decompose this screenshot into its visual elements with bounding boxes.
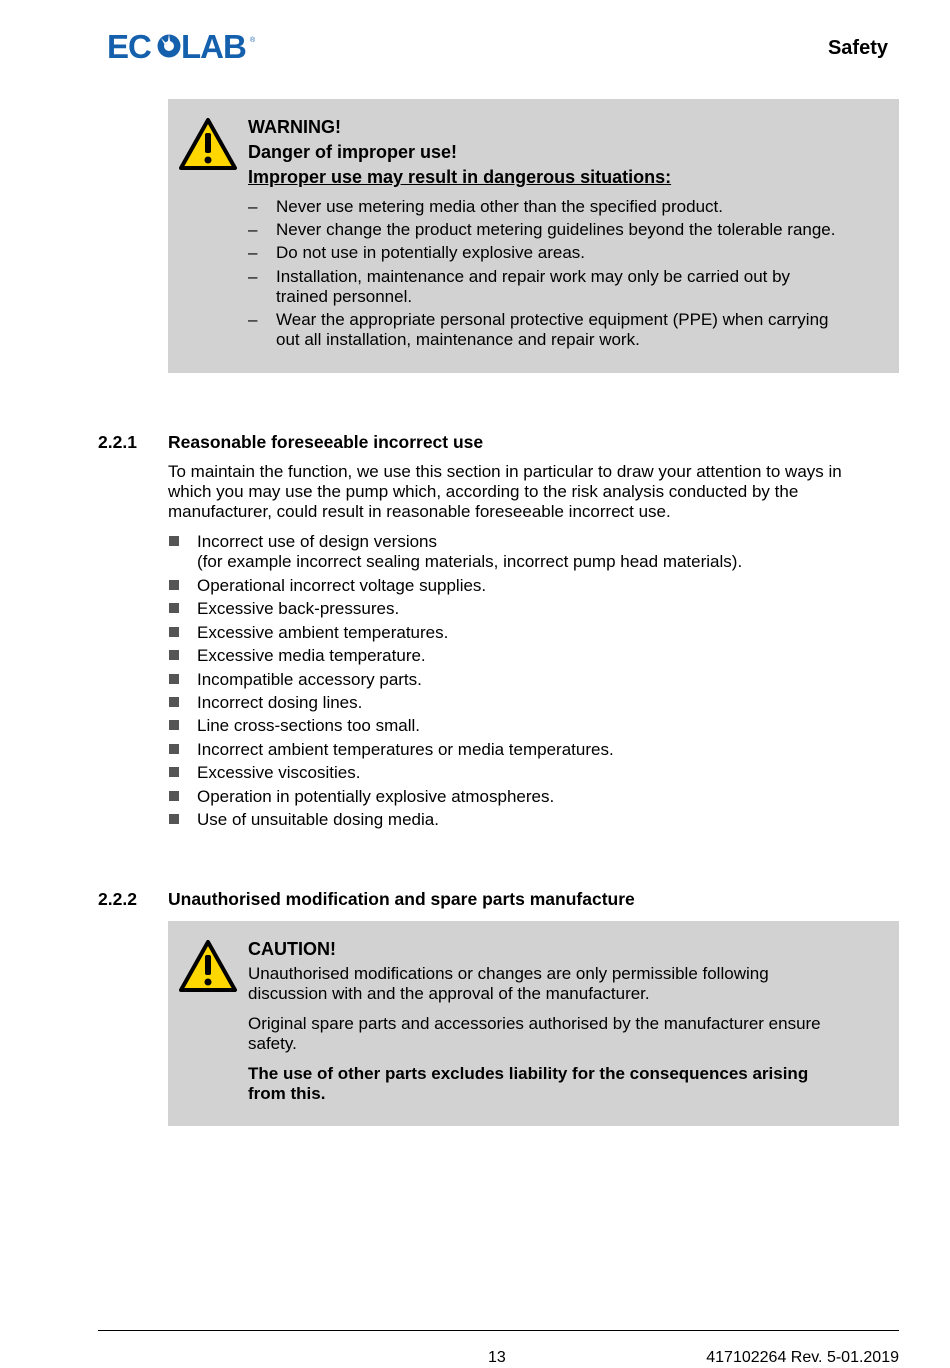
intro-line: To maintain the function, we use this section in particular to draw your attention to ways in <box>168 462 842 481</box>
list-item <box>168 646 742 669</box>
warning-item <box>248 197 881 220</box>
list-item-text: Excessive media temperature. <box>197 646 426 666</box>
list-item-text: Incompatible accessory parts. <box>197 669 422 689</box>
warning-item-text: Never use metering media other than the specified product. <box>276 197 723 216</box>
incorrect-use-list <box>168 532 742 833</box>
bullet-square-icon <box>169 744 179 754</box>
list-item-text: Excessive back-pressures. <box>197 599 400 619</box>
list-item-text: (for example incorrect sealing materials, incorrect pump head materials). <box>197 552 743 571</box>
warning-item <box>248 220 881 243</box>
page-number: 13 <box>488 1349 506 1366</box>
caution-text: from this. <box>248 1084 326 1103</box>
warning-triangle-icon <box>178 117 238 172</box>
caution-paragraph <box>248 964 881 1014</box>
svg-text:®: ® <box>250 37 256 44</box>
warning-item-text: Wear the appropriate personal protective equipment (PPE) when carrying <box>276 310 829 329</box>
dash-marker: – <box>248 220 258 239</box>
list-item <box>168 623 742 646</box>
list-item <box>168 787 742 810</box>
bullet-square-icon <box>169 627 179 637</box>
svg-text:EC: EC <box>107 30 151 62</box>
bullet-square-icon <box>169 603 179 613</box>
section-number: 2.2.1 <box>98 432 137 452</box>
dash-marker: – <box>248 267 258 286</box>
caution-text: Unauthorised modifications or changes are only permissible following <box>248 964 769 983</box>
section-intro <box>168 462 903 522</box>
list-item-text: Incorrect dosing lines. <box>197 692 363 712</box>
list-item <box>168 693 742 716</box>
list-item-text: Excessive viscosities. <box>197 763 361 783</box>
list-item <box>168 670 742 693</box>
list-item-text: Excessive ambient temperatures. <box>197 622 449 642</box>
list-item <box>168 740 742 763</box>
bullet-square-icon <box>169 720 179 730</box>
warning-item-text: Do not use in potentially explosive areas. <box>276 243 586 262</box>
caution-text: Original spare parts and accessories authorised by the manufacturer ensure <box>248 1014 821 1033</box>
bullet-square-icon <box>169 650 179 660</box>
warning-item-text: out all installation, maintenance and repair work. <box>276 330 640 349</box>
caution-text: The use of other parts excludes liability for the consequences arising <box>248 1064 809 1083</box>
list-item-text: Incorrect use of design versions <box>197 532 438 551</box>
warning-title: WARNING! <box>248 117 341 137</box>
dash-marker: – <box>248 310 258 329</box>
warning-subtitle: Danger of improper use! <box>248 142 458 162</box>
warning-item-text: Installation, maintenance and repair work may only be carried out by <box>276 267 791 286</box>
list-item <box>168 763 742 786</box>
dash-marker: – <box>248 243 258 262</box>
bullet-square-icon <box>169 674 179 684</box>
document-reference: 417102264 Rev. 5-01.2019 <box>706 1349 899 1366</box>
warning-item <box>248 243 881 267</box>
intro-line: which you may use the pump which, according to the risk analysis conducted by the <box>168 482 799 501</box>
list-item-text: Incorrect ambient temperatures or media temperatures. <box>197 739 614 759</box>
list-item-text: Use of unsuitable dosing media. <box>197 809 439 829</box>
list-item-text: Line cross-sections too small. <box>197 716 420 736</box>
header-section-title: Safety <box>827 37 888 59</box>
caution-text: discussion with and the approval of the manufacturer. <box>248 984 650 1003</box>
list-item-text: Operation in potentially explosive atmospheres. <box>197 786 555 806</box>
warning-item <box>248 310 881 350</box>
bullet-square-icon <box>169 767 179 777</box>
intro-line: manufacturer, could result in reasonable foreseeable incorrect use. <box>168 502 671 521</box>
bullet-square-icon <box>169 580 179 590</box>
warning-list <box>248 197 881 350</box>
list-item <box>168 599 742 622</box>
dash-marker: – <box>248 197 258 216</box>
footer-rule <box>98 1330 899 1331</box>
warning-item <box>248 267 881 310</box>
list-item-text: Operational incorrect voltage supplies. <box>197 576 487 595</box>
ecolab-logo <box>107 30 257 62</box>
svg-text:LAB: LAB <box>181 30 246 62</box>
list-item <box>168 810 742 833</box>
list-item <box>168 576 742 599</box>
caution-paragraph-bold <box>248 1064 881 1104</box>
warning-lead: Improper use may result in dangerous situations: <box>248 167 672 187</box>
bullet-square-icon <box>169 814 179 824</box>
warning-item-text: Never change the product metering guidelines beyond the tolerable range. <box>276 220 836 239</box>
list-item <box>168 532 742 576</box>
caution-paragraph <box>248 1014 881 1064</box>
caution-title: CAUTION! <box>248 939 336 959</box>
caution-text: safety. <box>248 1034 297 1053</box>
warning-box <box>168 99 899 373</box>
section-number: 2.2.2 <box>98 889 137 909</box>
section-title: Reasonable foreseeable incorrect use <box>168 432 484 452</box>
bullet-square-icon <box>169 536 179 546</box>
caution-box <box>168 921 899 1126</box>
bullet-square-icon <box>169 697 179 707</box>
section-title: Unauthorised modification and spare parts manufacture <box>168 889 635 909</box>
warning-item-text: trained personnel. <box>276 287 413 306</box>
bullet-square-icon <box>169 791 179 801</box>
list-item <box>168 716 742 739</box>
warning-triangle-icon <box>178 939 238 994</box>
